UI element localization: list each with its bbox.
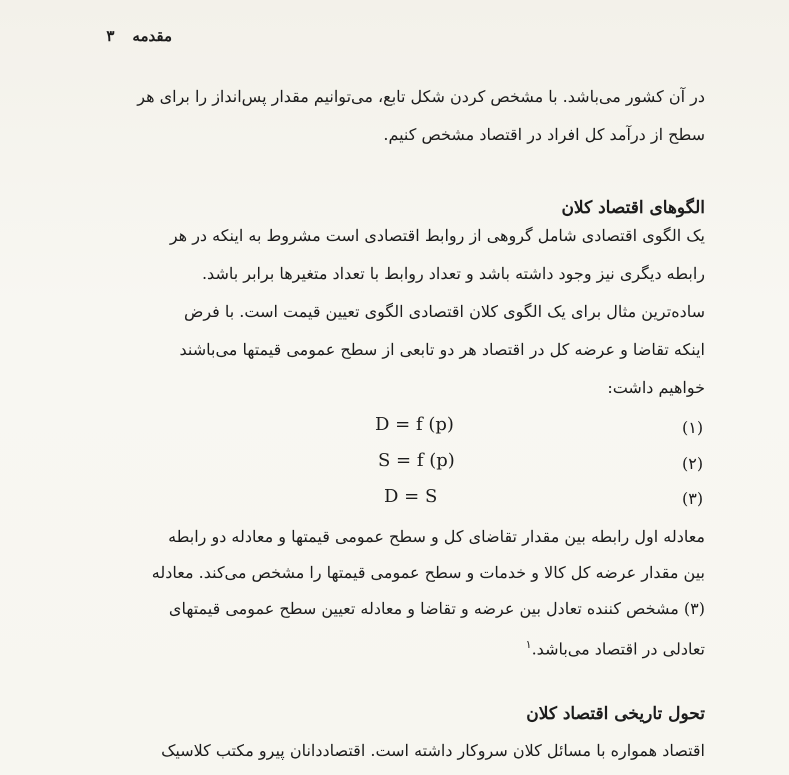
text-line: سطح از درآمد کل افراد در اقتصاد مشخص کنیم. xyxy=(383,125,705,144)
text-line: معادله اول رابطه بین مقدار تقاضای کل و سطح عمومی قیمتها و معادله دو رابطه xyxy=(168,527,705,546)
running-header xyxy=(80,24,172,48)
text-line: (۳) مشخص کننده تعادل بین عرضه و تقاضا و معادله تعیین سطح عمومی قیمتهای xyxy=(168,599,705,618)
last-line-text: تعادلی در اقتصاد می‌باشد. xyxy=(531,639,705,659)
section-heading: الگوهای اقتصاد کلان xyxy=(561,198,705,218)
text-line: رابطه دیگری نیز وجود داشته باشد و تعداد روابط با تعداد متغیرها برابر باشد. xyxy=(201,264,705,283)
equation-number: (۳) xyxy=(682,489,704,508)
text-line: اقتصاد همواره با مسائل کلان سروکار داشته است. اقتصاددانان پیرو مکتب کلاسیک xyxy=(161,741,705,760)
paragraph-explanation xyxy=(85,526,705,666)
page-number: ۳ xyxy=(106,27,115,45)
equation: S = f (p) xyxy=(378,450,455,471)
text-line: در آن کشور می‌باشد. با مشخص کردن شکل تابع، می‌توانیم مقدار پس‌انداز را برای هر xyxy=(137,87,705,106)
text-line: یک الگوی اقتصادی شامل گروهی از روابط اقتصادی است مشروط به اینکه در هر xyxy=(169,226,705,245)
paragraph-history xyxy=(85,740,705,770)
equation-number: (۲) xyxy=(682,454,704,473)
paragraph-models xyxy=(85,225,705,415)
equation-number: (۱) xyxy=(682,418,704,437)
equation: D = f (p) xyxy=(375,414,454,435)
text-line: اینکه تقاضا و عرضه کل در اقتصاد هر دو تابعی از سطح عمومی قیمتها می‌باشند xyxy=(179,340,705,359)
text-line: ساده‌ترین مثال برای یک الگوی کلان اقتصادی الگوی تعیین قیمت است. با فرض xyxy=(183,302,705,321)
paragraph-intro xyxy=(85,86,705,156)
text-line: خواهیم داشت: xyxy=(607,378,705,397)
equation: D = S xyxy=(384,486,438,507)
text-line: بین مقدار عرضه کل کالا و خدمات و سطح عمومی قیمتها را مشخص می‌کند. معادله xyxy=(151,563,705,582)
text-line xyxy=(526,634,705,660)
footnote-marker: ۱ xyxy=(525,638,532,651)
chapter-title: مقدمه xyxy=(132,27,172,45)
section-heading: تحول تاریخی اقتصاد کلان xyxy=(526,704,705,724)
